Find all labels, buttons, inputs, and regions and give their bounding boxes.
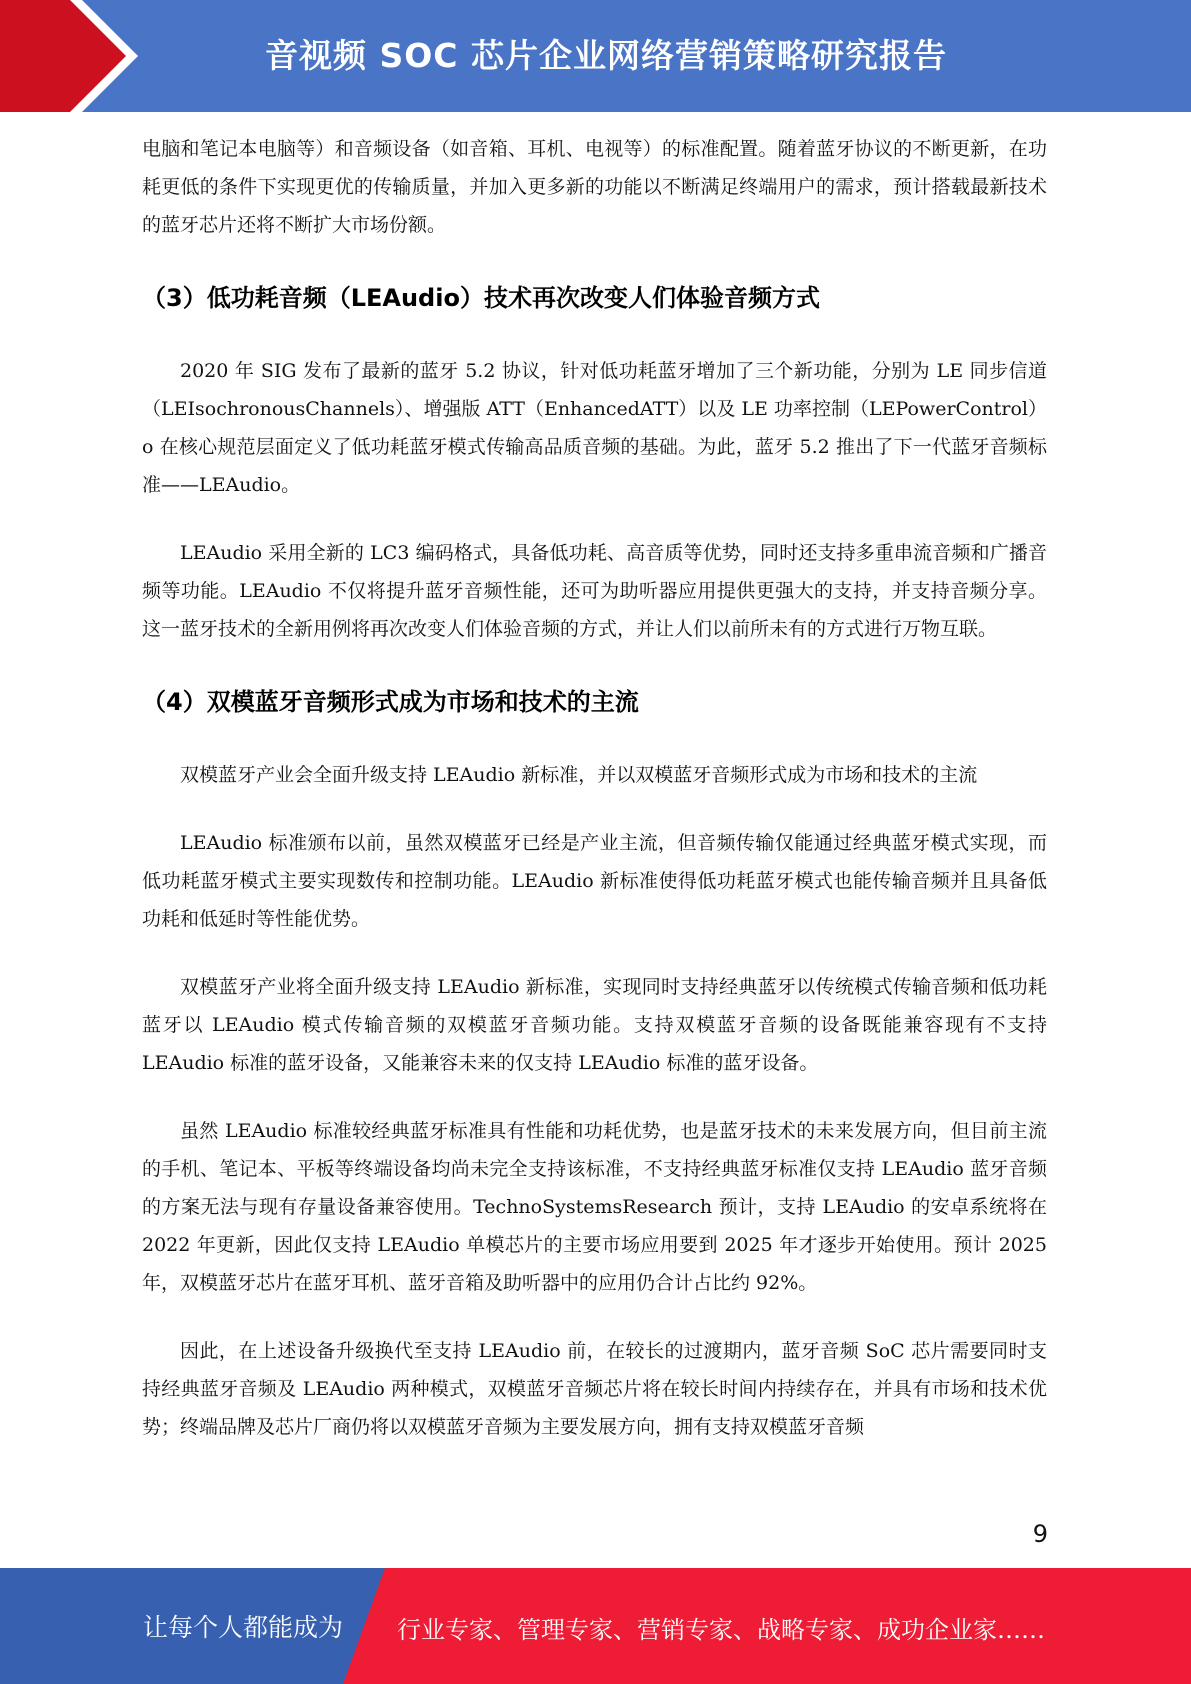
document-body xyxy=(142,130,1047,1446)
section4-paragraph-4: 虽然 LEAudio 标准较经典蓝牙标准具有性能和功耗优势，也是蓝牙技术的未来发展方向，但目前主流的手机、笔记本、平板等终端设备均尚未完全支持该标准，不支持经典蓝牙标准仅支持 LEAudio 蓝牙音频的方案无法与现有存量设备兼容使用。TechnoSystemsResearch 预计，支持 LEAudio 的安卓系统将在 2022 年更新，因此仅支持 LEAudio 单模芯片的主要市场应用要到 2025 年才逐步开始使用。预计 2025 年，双模蓝牙芯片在蓝牙耳机、蓝牙音箱及助听器中的应用仍合计占比约 92%。 xyxy=(142,1120,1047,1294)
page-number: 9 xyxy=(1032,1520,1048,1548)
page-header xyxy=(0,0,1191,112)
intro-paragraph: 电脑和笔记本电脑等）和音频设备（如音箱、耳机、电视等）的标准配置。随着蓝牙协议的不断更新，在功耗更低的条件下实现更优的传输质量，并加入更多新的功能以不断满足终端用户的需求，预计搭载最新技术的蓝牙芯片还将不断扩大市场份额。 xyxy=(142,138,1047,236)
section-heading-3: （3）低功耗音频（LEAudio）技术再次改变人们体验音频方式 xyxy=(142,284,820,312)
section3-paragraph-1: 2020 年 SIG 发布了最新的蓝牙 5.2 协议，针对低功耗蓝牙增加了三个新功能，分别为 LE 同步信道（LEIsochronousChannels）、增强版 ATT（EnhancedATT）以及 LE 功率控制（LEPowerControl）o 在核心规范层面定义了低功耗蓝牙模式传输高品质音频的基础。为此，蓝牙 5.2 推出了下一代蓝牙音频标准——LEAudio。 xyxy=(142,360,1047,496)
footer-slogan-right: 行业专家、管理专家、营销专家、战略专家、成功企业家…… xyxy=(397,1616,1045,1644)
section3-paragraph-2: LEAudio 采用全新的 LC3 编码格式，具备低功耗、高音质等优势，同时还支持多重串流音频和广播音频等功能。LEAudio 不仅将提升蓝牙音频性能，还可为助听器应用提供更强大的支持，并支持音频分享。这一蓝牙技术的全新用例将再次改变人们体验音频的方式，并让人们以前所未有的方式进行万物互联。 xyxy=(142,542,1047,640)
footer-slogan-left: 让每个人都能成为 xyxy=(143,1613,344,1642)
section4-paragraph-1: 双模蓝牙产业会全面升级支持 LEAudio 新标准，并以双模蓝牙音频形式成为市场和技术的主流 xyxy=(180,764,978,786)
page-footer xyxy=(0,1568,1191,1684)
section4-paragraph-3: 双模蓝牙产业将全面升级支持 LEAudio 新标准，实现同时支持经典蓝牙以传统模式传输音频和低功耗蓝牙以 LEAudio 模式传输音频的双模蓝牙音频功能。支持双模蓝牙音频的设备既能兼容现有不支持 LEAudio 标准的蓝牙设备，又能兼容未来的仅支持 LEAudio 标准的蓝牙设备。 xyxy=(142,976,1047,1074)
report-title: 音视频 SOC 芯片企业网络营销策略研究报告 xyxy=(265,36,948,75)
section-heading-4: （4）双模蓝牙音频形式成为市场和技术的主流 xyxy=(142,688,639,716)
section4-paragraph-5: 因此，在上述设备升级换代至支持 LEAudio 前，在较长的过渡期内，蓝牙音频 SoC 芯片需要同时支持经典蓝牙音频及 LEAudio 两种模式，双模蓝牙音频芯片将在较长时间内持续存在，并具有市场和技术优势；终端品牌及芯片厂商仍将以双模蓝牙音频为主要发展方向，拥有支持双模蓝牙音频 xyxy=(142,1340,1047,1438)
header-chevron-decoration xyxy=(0,0,160,112)
section4-paragraph-2: LEAudio 标准颁布以前，虽然双模蓝牙已经是产业主流，但音频传输仅能通过经典蓝牙模式实现，而低功耗蓝牙模式主要实现数传和控制功能。LEAudio 新标准使得低功耗蓝牙模式也能传输音频并且具备低功耗和低延时等性能优势。 xyxy=(142,832,1047,930)
